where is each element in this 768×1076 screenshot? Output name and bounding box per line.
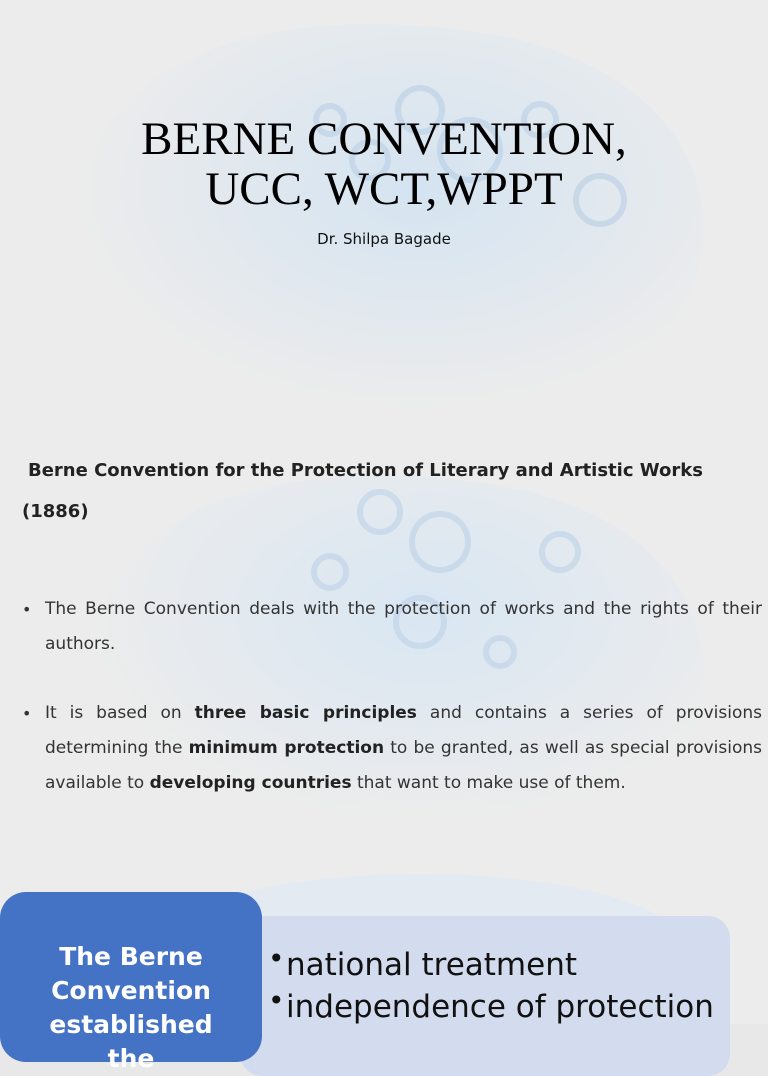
box-line-1: The Berne: [59, 942, 203, 971]
bullet-text: that want to make use of them.: [351, 773, 626, 793]
bullet-text: to be granted, as well as special provisions available to: [45, 738, 762, 793]
principles-slide: [0, 864, 768, 1073]
list-item: • national treatment: [268, 944, 714, 986]
box-line-3: established: [49, 1010, 213, 1039]
title-line-1: BERNE CONVENTION,: [141, 113, 627, 165]
list-item: [22, 696, 762, 801]
heading-line-2: (1886): [22, 501, 89, 522]
heading-line-1: Berne Convention for the Protection of Literary and Artistic Works: [28, 460, 703, 481]
slide-heading: [22, 450, 750, 532]
author-name: Dr. Shilpa Bagade: [317, 230, 451, 248]
list-item: • independence of protection: [268, 986, 714, 1028]
bullet-text: It is based on: [45, 703, 195, 723]
bullet-text: The Berne Convention deals with the protection of works and the rights of their authors.: [45, 599, 762, 654]
principles-list: [268, 944, 714, 1028]
list-item: [22, 592, 762, 662]
bullet-icon: •: [22, 704, 32, 723]
bullet-text: and contains a series of provisions determining the: [45, 703, 762, 758]
bold-phrase: three basic principles: [194, 703, 417, 723]
content-slide: [0, 432, 768, 864]
bullet-list: [22, 592, 762, 835]
bullet-icon: •: [22, 600, 32, 619]
principles-list-box: [240, 916, 730, 1076]
title-line-2: UCC, WCT,WPPT: [205, 163, 563, 215]
box-line-4: the: [107, 1044, 155, 1073]
principles-label-box: [0, 892, 262, 1073]
bold-phrase: minimum protection: [188, 738, 385, 758]
title-slide: [0, 0, 768, 432]
box-line-2: Convention: [51, 976, 211, 1005]
bold-phrase: developing countries: [149, 773, 352, 793]
brain-head-background: [0, 0, 768, 432]
slide-title: [0, 114, 768, 214]
